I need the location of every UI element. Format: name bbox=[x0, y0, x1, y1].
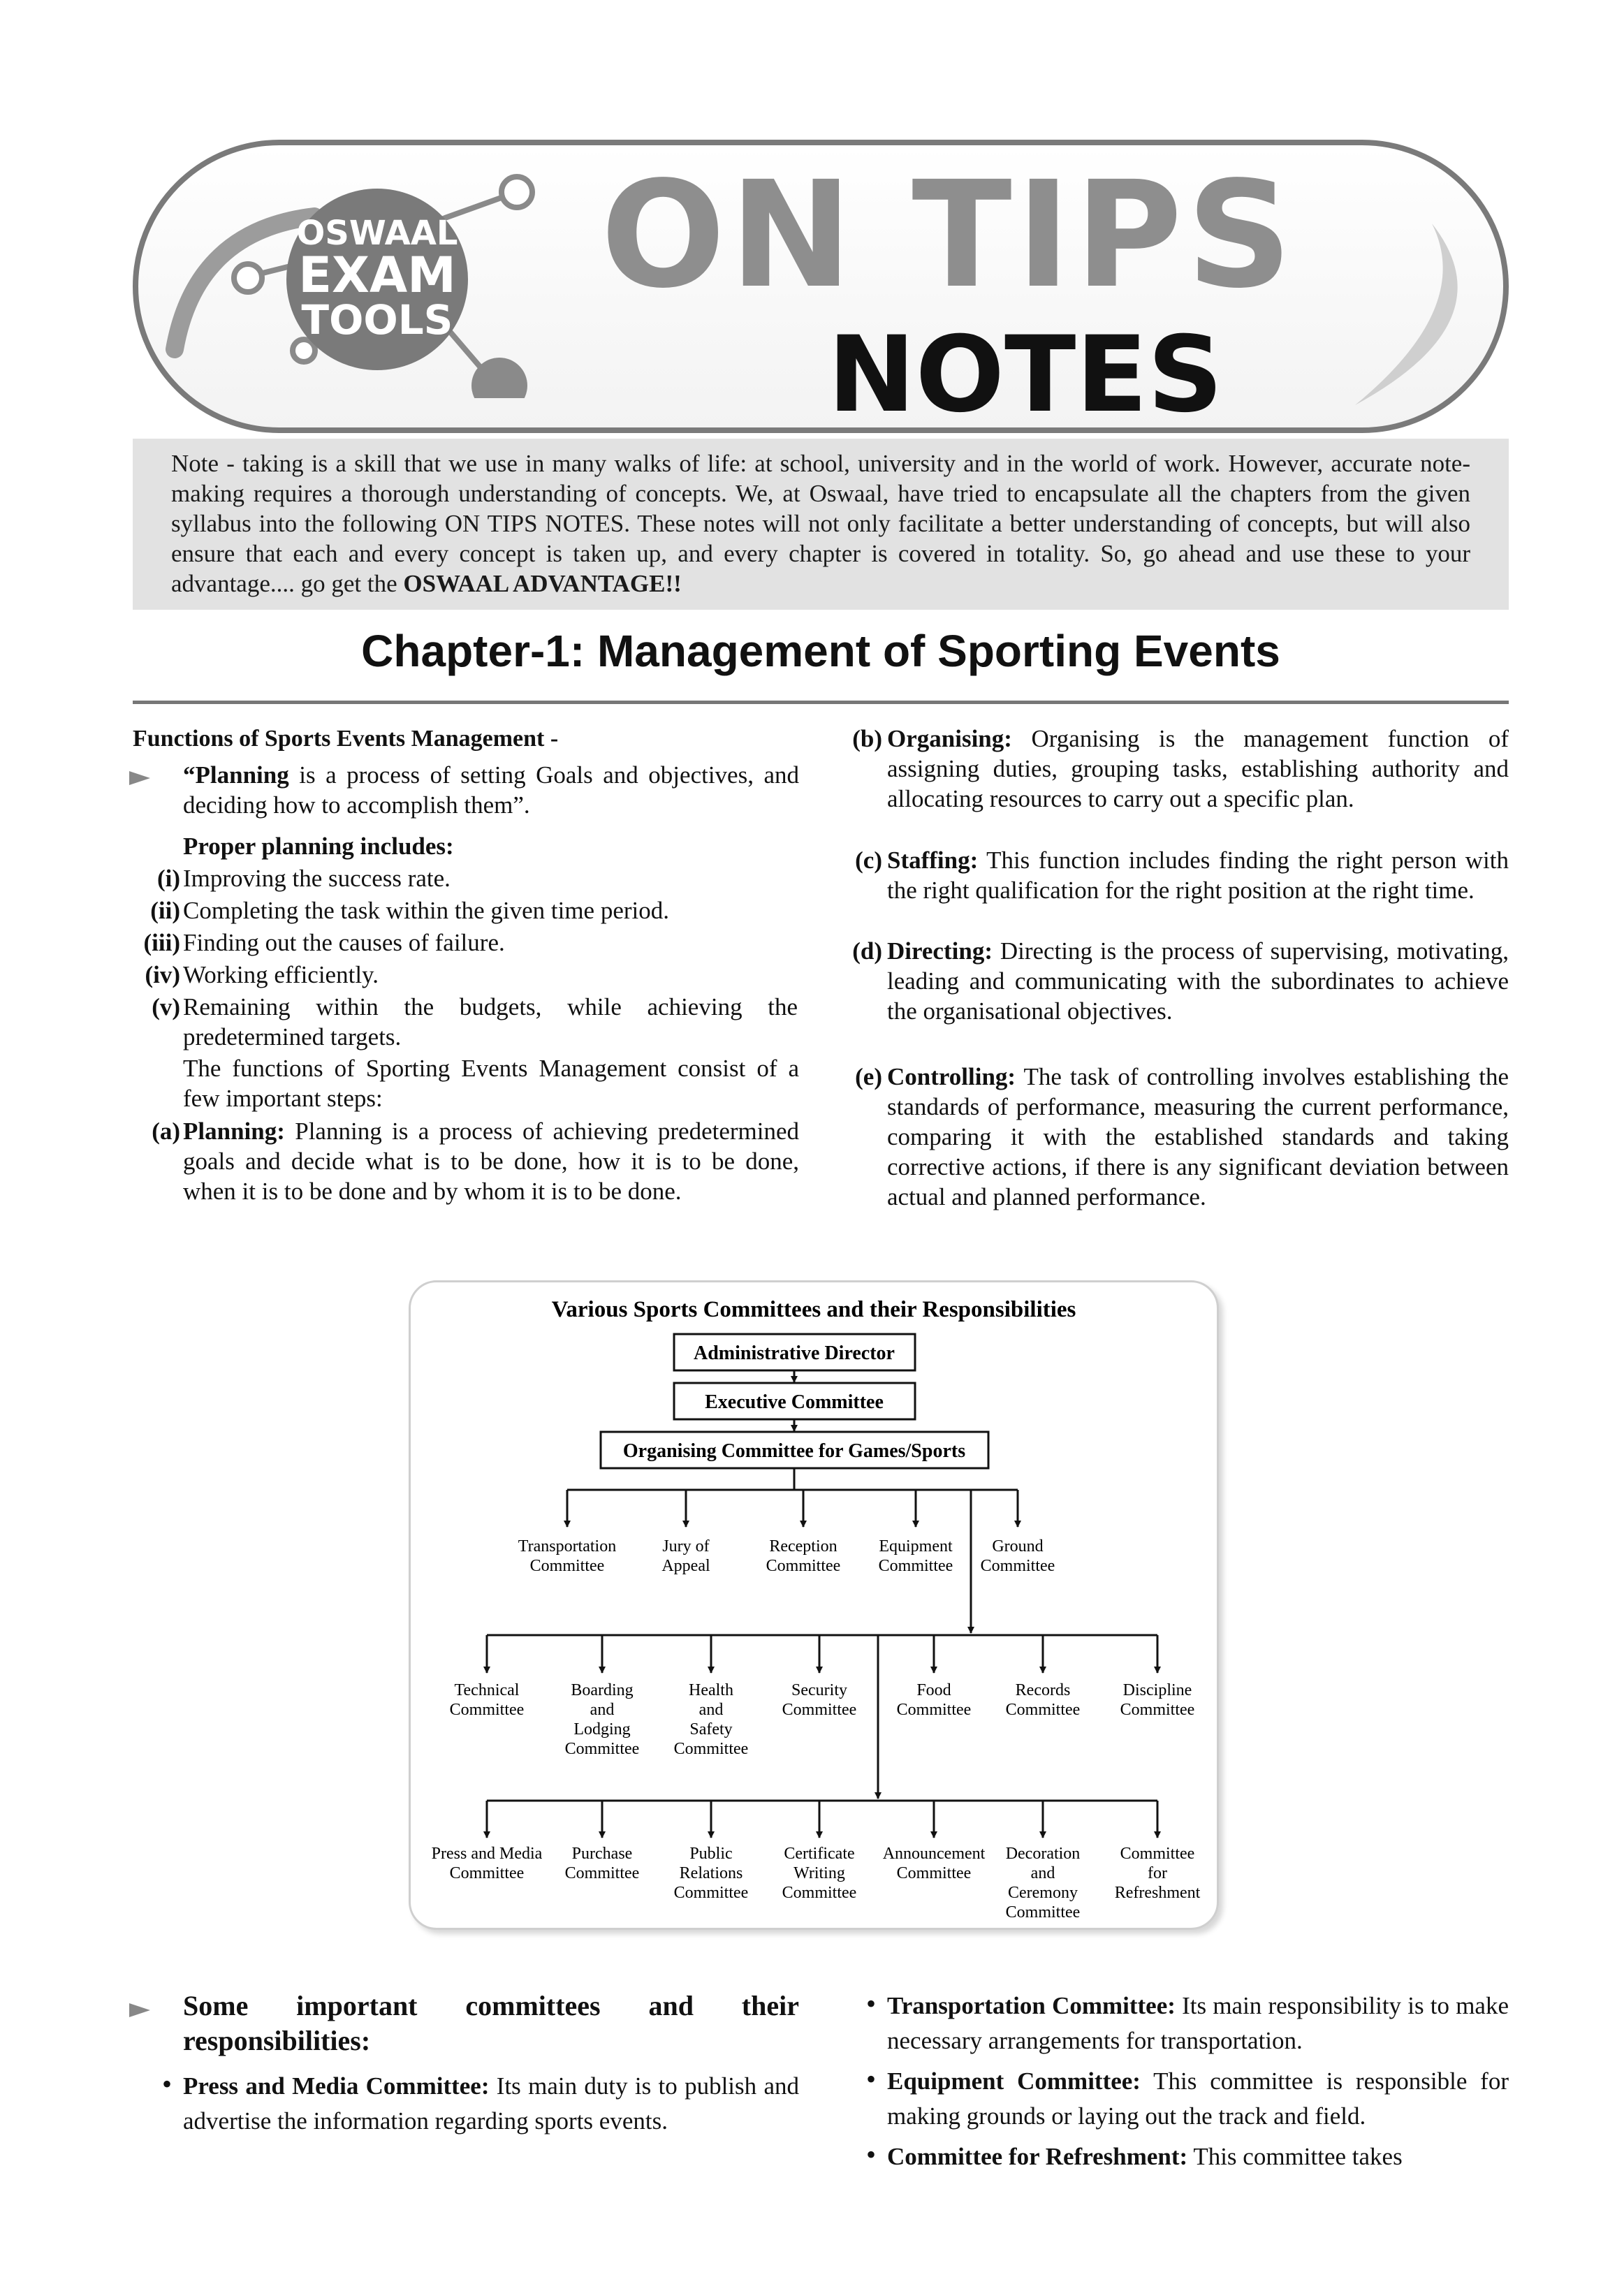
planning-quote bbox=[183, 760, 799, 820]
committee-label: Reception bbox=[769, 1537, 837, 1555]
box-label-organising-committee: Organising Committee for Games/Sports bbox=[622, 1440, 966, 1462]
committee-label: Committee bbox=[878, 1557, 953, 1575]
planning-quote-text: is a process of setting Goals and objectives, and deciding how to accomplish them”. bbox=[183, 761, 799, 819]
box-label-administrative-director: Administrative Director bbox=[694, 1342, 895, 1364]
functions-intro: The functions of Sporting Events Management consist of a few important steps: bbox=[183, 1055, 799, 1112]
committee-label: Press and Media bbox=[431, 1845, 543, 1863]
committee-label: Committee bbox=[896, 1864, 972, 1882]
committee-label: Committee bbox=[564, 1740, 640, 1758]
committee-label: Committee bbox=[782, 1701, 857, 1719]
committee-label: Lodging bbox=[573, 1720, 631, 1738]
committee-label: Committee bbox=[980, 1557, 1055, 1575]
committee-label: Relations bbox=[679, 1864, 743, 1882]
arrow-bullet-icon bbox=[129, 771, 150, 785]
item-a-planning bbox=[183, 1116, 799, 1206]
intro-paragraph bbox=[171, 448, 1470, 599]
committee-label: Discipline bbox=[1122, 1681, 1192, 1699]
item-c-text: This function includes finding the right person with the right qualification for the right position at the right time. bbox=[887, 847, 1509, 904]
list-item: Finding out the causes of failure. bbox=[183, 929, 505, 956]
committee-label: Committee bbox=[896, 1701, 972, 1719]
committee-label: and bbox=[1030, 1864, 1055, 1882]
list-label: (ii) bbox=[150, 897, 180, 924]
bullet-text: Its main duty is to publish and advertise the information regarding sports events. bbox=[183, 2072, 799, 2135]
committee-label: Ground bbox=[992, 1537, 1044, 1555]
committee-label: Appeal bbox=[661, 1557, 710, 1575]
list-item: Completing the task within the given time period. bbox=[183, 897, 670, 924]
committee-label: Committee bbox=[673, 1740, 749, 1758]
item-d-text: Directing is the process of supervising, motivating, leading and communicating with the subordinates to achieve the organisational objectives. bbox=[887, 937, 1509, 1025]
committee-label: Committee bbox=[1120, 1845, 1195, 1863]
committee-label: Purchase bbox=[571, 1845, 633, 1863]
committee-label: Committee bbox=[449, 1701, 525, 1719]
item-c-staffing bbox=[887, 845, 1509, 905]
bullet-bold: Committee for Refreshment: bbox=[887, 2143, 1188, 2170]
committee-label: Jury of bbox=[662, 1537, 710, 1555]
refreshment-bullet bbox=[887, 2139, 1509, 2174]
committee-label: Committee bbox=[1120, 1701, 1195, 1719]
committee-label: Writing bbox=[793, 1864, 845, 1882]
item-e-controlling bbox=[887, 1062, 1509, 1212]
intro-note-box bbox=[133, 439, 1509, 610]
banner-title-notes: NOTES bbox=[828, 314, 1223, 436]
functions-heading: Functions of Sports Events Management - bbox=[133, 726, 559, 752]
item-b-organising bbox=[887, 724, 1509, 814]
planning-list bbox=[133, 863, 800, 1051]
committee-label: Transportation bbox=[518, 1537, 617, 1555]
bullet-text: This committee is responsible for making grounds or laying out the track and field. bbox=[887, 2067, 1509, 2130]
item-e-label: (e) bbox=[855, 1063, 882, 1090]
item-b-bold: Organising: bbox=[887, 725, 1012, 752]
intro-bold-end: OSWAAL ADVANTAGE!! bbox=[403, 570, 682, 597]
bullet-bold: Transportation Committee: bbox=[887, 1992, 1176, 2019]
logo-text-line1: OSWAAL bbox=[296, 214, 458, 253]
committee-label: Committee bbox=[766, 1557, 841, 1575]
list-label: (i) bbox=[156, 865, 180, 892]
list-label: (v) bbox=[152, 993, 180, 1020]
committee-label: Certificate bbox=[784, 1845, 855, 1863]
intro-text: Note - taking is a skill that we use in many walks of life: at school, university and in the world of work. However, accurate note-making requires a thorough understanding of concepts. We, at Oswaal, have tried to encapsulate all the chapters from the given syllabus into the following ON TIPS NOTES. These notes will not only facilitate a better understanding of concepts, but will also ensure that each and every concept is taken up, and every chapter is covered in totality. So, go ahead and use these to your advantage.... go get the bbox=[171, 450, 1470, 597]
committee-label: Committee bbox=[564, 1864, 640, 1882]
committee-label: and bbox=[590, 1701, 615, 1719]
bullet-dot-icon: • bbox=[866, 1988, 877, 2019]
item-c-bold: Staffing: bbox=[887, 847, 979, 874]
title-divider bbox=[133, 701, 1509, 704]
banner-title-on-tips: ON TIPS bbox=[601, 149, 1296, 321]
committee-label: Equipment bbox=[879, 1537, 953, 1555]
org-chart bbox=[409, 1280, 1219, 1930]
bullet-bold: Equipment Committee: bbox=[887, 2067, 1141, 2095]
item-d-bold: Directing: bbox=[887, 937, 993, 965]
committee-label: Committee bbox=[1005, 1701, 1081, 1719]
committee-label: Committee bbox=[529, 1557, 605, 1575]
oswaal-logo bbox=[154, 168, 545, 398]
list-label: (iii) bbox=[143, 929, 180, 956]
planning-quote-bold: “Planning bbox=[183, 761, 289, 789]
list-item: Working efficiently. bbox=[183, 961, 379, 988]
bullet-bold: Press and Media Committee: bbox=[183, 2072, 490, 2100]
item-a-label: (a) bbox=[152, 1118, 180, 1145]
item-e-bold: Controlling: bbox=[887, 1063, 1016, 1090]
bullet-dot-icon: • bbox=[866, 2063, 877, 2095]
logo-text-line2: EXAM bbox=[298, 247, 456, 304]
bullet-dot-icon: • bbox=[866, 2139, 877, 2170]
committee-label: Committee bbox=[449, 1864, 525, 1882]
item-b-label: (b) bbox=[852, 725, 882, 752]
bullet-dot-icon: • bbox=[162, 2068, 173, 2100]
item-b-text: Organising is the management function of assigning duties, grouping tasks, establishing authority and allocating resources to carry out a specific plan. bbox=[887, 725, 1509, 812]
transportation-bullet bbox=[887, 1989, 1509, 2058]
list-label: (iv) bbox=[145, 961, 180, 988]
committee-label: Technical bbox=[454, 1681, 520, 1699]
item-e-text: The task of controlling involves establishing the standards of performance, measuring the current performance, comparing it with the established standards and taking corrective actions, if there is any significant deviation between actual and planned performance. bbox=[887, 1063, 1509, 1210]
committee-label: Announcement bbox=[882, 1845, 986, 1863]
committee-label: Security bbox=[791, 1681, 847, 1699]
equipment-bullet bbox=[887, 2064, 1509, 2134]
item-a-text: Planning is a process of achieving predetermined goals and decide what is to be done, how it is to be done, when it is to be done and by whom it is to be done. bbox=[183, 1118, 799, 1205]
chapter-title: Chapter-1: Management of Sporting Events bbox=[361, 626, 1280, 676]
committee-label: Public bbox=[689, 1845, 733, 1863]
committee-label: and bbox=[698, 1701, 724, 1719]
committee-label: Committee bbox=[673, 1884, 749, 1902]
committee-label: Safety bbox=[689, 1720, 733, 1738]
committee-label: for bbox=[1148, 1864, 1167, 1882]
committee-label: Boarding bbox=[571, 1681, 634, 1699]
bullet-text: Its main responsibility is to make necessary arrangements for transportation. bbox=[887, 1992, 1509, 2054]
logo-text-line3: TOOLS bbox=[301, 296, 453, 344]
list-item: Improving the success rate. bbox=[183, 865, 451, 892]
committees-heading: Some important committees and their responsibilities: bbox=[183, 1990, 799, 2056]
committee-label: Committee bbox=[1005, 1903, 1081, 1921]
committee-label: Food bbox=[916, 1681, 951, 1699]
item-a-bold: Planning: bbox=[183, 1118, 285, 1145]
press-media-bullet bbox=[183, 2069, 799, 2139]
item-d-directing bbox=[887, 936, 1509, 1026]
decorative-swoosh bbox=[1327, 210, 1488, 419]
list-item: Remaining within the budgets, while achieving the predetermined targets. bbox=[183, 993, 798, 1051]
committee-label: Decoration bbox=[1005, 1845, 1081, 1863]
committee-label: Health bbox=[689, 1681, 733, 1699]
committee-label: Committee bbox=[782, 1884, 857, 1902]
item-c-label: (c) bbox=[855, 847, 882, 874]
committee-label: Refreshment bbox=[1114, 1884, 1201, 1902]
box-label-executive-committee: Executive Committee bbox=[705, 1391, 884, 1413]
committee-label: Records bbox=[1015, 1681, 1071, 1699]
committee-label: Ceremony bbox=[1008, 1884, 1078, 1902]
arrow-bullet-icon bbox=[129, 2003, 150, 2017]
item-d-label: (d) bbox=[852, 937, 882, 965]
chart-title: Various Sports Committees and their Responsibilities bbox=[551, 1297, 1076, 1322]
bullet-text: This committee takes bbox=[1187, 2143, 1403, 2170]
proper-planning-heading: Proper planning includes: bbox=[183, 833, 454, 860]
